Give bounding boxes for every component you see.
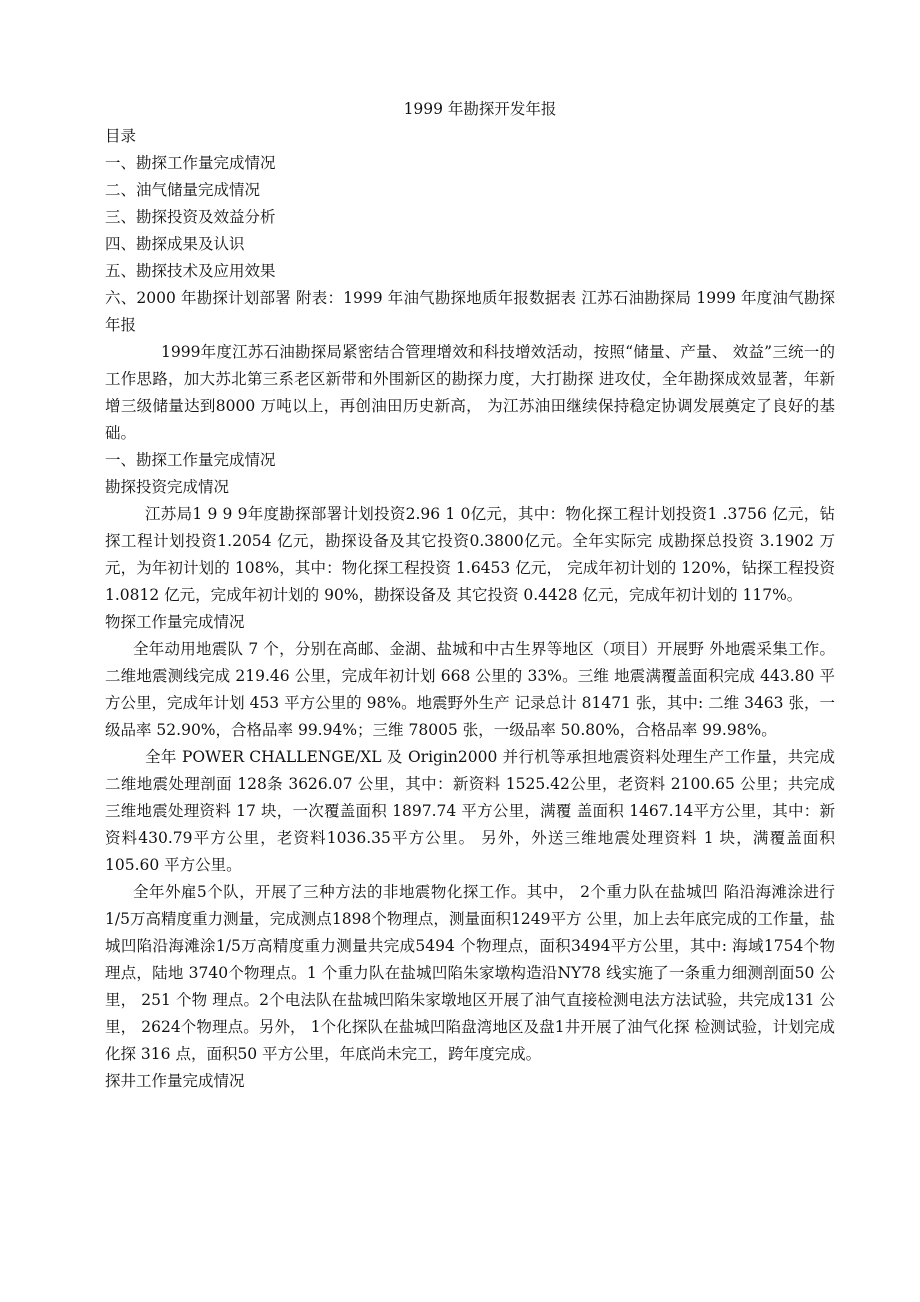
section-heading: 一、勘探工作量完成情况 xyxy=(105,451,276,469)
intro-paragraph: 1999年度江苏石油勘探局紧密结合管理增效和科技增效活动，按照“储量、产量、 效益”三统一的工作思路，加大苏北第三系老区新带和外围新区的勘探力度，大打勘探 进攻仗，全年勘探成效显著，年新增三级储量达到8000 万吨以上，再创油田历史新高， 为江苏油田继续保持稳定协调发展奠定了良好的基础。 xyxy=(105,343,835,442)
toc-item: 二、油气储量完成情况 xyxy=(105,181,261,199)
toc-label: 目录 xyxy=(105,127,137,145)
subsection-heading: 物探工作量完成情况 xyxy=(105,613,245,631)
toc-item: 四、勘探成果及认识 xyxy=(105,235,245,253)
subsection-heading: 勘探投资完成情况 xyxy=(105,478,230,496)
toc-item: 一、勘探工作量完成情况 xyxy=(105,154,276,172)
document-page xyxy=(105,96,835,1095)
investment-paragraph: 江苏局1 9 9 9年度勘探部署计划投资2.96 1 0亿元，其中：物化探工程计划投资1 .3756 亿元，钻探工程计划投资1.2054 亿元，勘探设备及其它投资0.3800亿元。全年实际完 成勘探总投资 3.1902 万元，为年初计划的 108%，其中：物化探工程投资 1.6453 亿元， 完成年初计划的 120%，钻探工程投资 1.0812 亿元，完成年初计划的 90%，勘探设备及 其它投资 0.4428 亿元，完成年初计划的 117%。 xyxy=(105,505,835,604)
document-title: 1999 年勘探开发年报 xyxy=(403,100,557,118)
toc-item: 六、2000 年勘探计划部署 附表：1999 年油气勘探地质年报数据表 江苏石油勘探局 1999 年度油气勘探年报 xyxy=(105,289,835,334)
nonseismic-paragraph: 全年外雇5个队，开展了三种方法的非地震物化探工作。其中， 2个重力队在盐城凹 陷沿海滩涂进行1/5万高精度重力测量，完成测点1898个物理点，测量面积1249平方 公里，加上去年底完成的工作量，盐城凹陷沿海滩涂1/5万高精度重力测量共完成5494 个物理点，面积3494平方公里，其中: 海域1754个物理点，陆地 3740个物理点。1 个重力队在盐城凹陷朱家墩构造沿NY78 线实施了一条重力细测剖面50 公里， 251 个物 理点。2个电法队在盐城凹陷朱家墩地区开展了油气直接检测电法方法试验，共完成131 公里， 2624个物理点。另外， 1个化探队在盐城凹陷盘湾地区及盘1井开展了油气化探 检测试验，计划完成化探 316 点，面积50 平方公里，年底尚未完工，跨年度完成。 xyxy=(105,883,835,1063)
processing-paragraph: 全年 POWER CHALLENGE/XL 及 Origin2000 并行机等承担地震资料处理生产工作量，共完成二维地震处理剖面 128条 3626.07 公里，其中：新资料 1525.42公里，老资料 2100.65 公里；共完成三维地震处理资料 17 块，一次覆盖面积 1897.74 平方公里，满覆 盖面积 1467.14平方公里，其中：新资料430.79平方公里，老资料1036.35平方公里。 另外，外送三维地震处理资料 1 块，满覆盖面积105.60 平方公里。 xyxy=(105,748,835,874)
geophys-paragraph: 全年动用地震队 7 个，分别在高邮、金湖、盐城和中古生界等地区（项目）开展野 外地震采集工作。二维地震测线完成 219.46 公里，完成年初计划 668 公里的 33%。三维 地震满覆盖面积完成 443.80 平方公里，完成年计划 453 平方公里的 98%。地震野外生产 记录总计 81471 张，其中: 二维 3463 张，一级品率 52.90%，合格品率 99.94%；三维 78005 张，一级品率 50.80%，合格品率 99.98%。 xyxy=(105,640,835,739)
subsection-heading: 探井工作量完成情况 xyxy=(105,1072,245,1090)
toc-item: 三、勘探投资及效益分析 xyxy=(105,208,276,226)
toc-item: 五、勘探技术及应用效果 xyxy=(105,262,276,280)
